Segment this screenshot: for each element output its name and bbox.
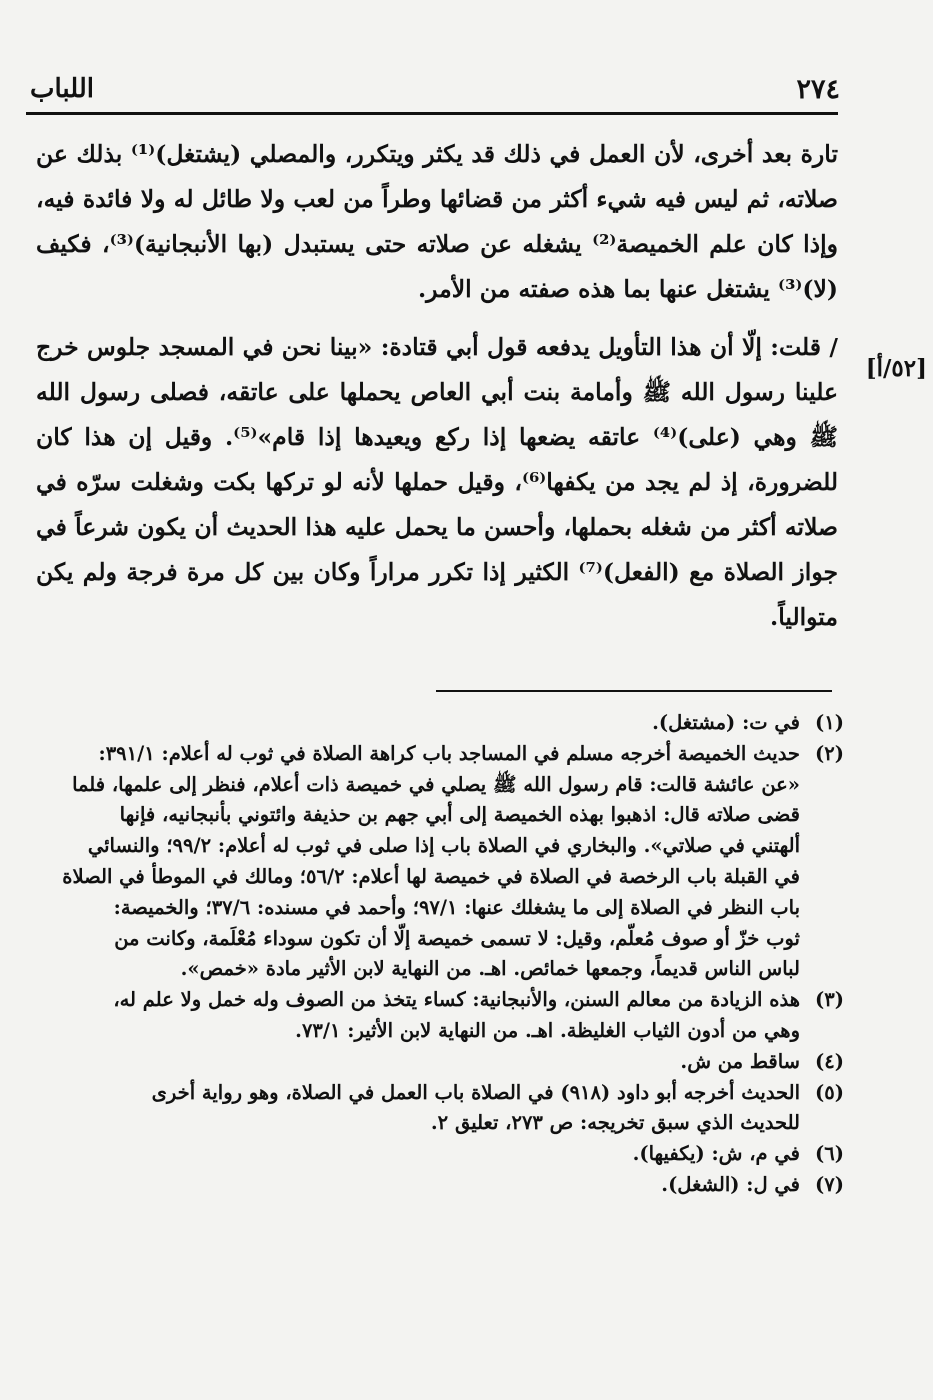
footnote-line: وهي من أدون الثياب الغليظة. اهـ. من النهاية لابن الأثير: ٧٣/١. xyxy=(295,1018,800,1042)
footnote xyxy=(36,1170,844,1201)
footnote-text xyxy=(36,1047,800,1078)
header-rule xyxy=(26,112,838,115)
footnote-number: (٢) xyxy=(815,741,844,765)
footnote-number: (٥) xyxy=(815,1080,844,1104)
footnote xyxy=(36,985,844,1047)
main-text xyxy=(36,132,838,640)
footnotes xyxy=(36,708,844,1201)
manuscript-folio-reference: [٥٢/أ] xyxy=(865,355,927,382)
footnote-number: (٦) xyxy=(815,1142,844,1166)
footnote-text xyxy=(36,1170,800,1201)
footnote-line: هذه الزيادة من معالم السنن، والأنبجانية: كساء يتخذ من الصوف وله خمل ولا علم له، xyxy=(113,988,800,1012)
footnote-number: (١) xyxy=(815,711,844,734)
footnote-line: ألهتني في صلاتي». والبخاري في الصلاة باب إذا صلى في ثوب له أعلام: ٩٩/٢؛ والنسائي xyxy=(87,834,800,858)
footnote-line: ثوب خزّ أو صوف مُعلّم، وقيل: لا تسمى خميصة إلّا أن تكون سوداء مُعْلَمة، وكانت من xyxy=(114,926,800,950)
footnote xyxy=(36,708,844,739)
footnote-number: (٤) xyxy=(815,1049,844,1073)
footnote-line: في القبلة باب الرخصة في الصلاة في خميصة لها أعلام: ٥٦/٢؛ ومالك في الموطأ في الصلاة xyxy=(62,864,800,888)
footnote xyxy=(36,1139,844,1170)
footnote-line: للحديث الذي سبق تخريجه: ص ٢٧٣، تعليق ٢. xyxy=(430,1111,800,1135)
footnote-line: لباس الناس قديماً، وجمعها خمائص. اهـ. من النهاية لابن الأثير مادة «خمص». xyxy=(180,957,800,981)
footnote-text xyxy=(36,985,800,1047)
footnote-line: في ت: (مشتغل). xyxy=(652,711,800,734)
footnote xyxy=(36,739,844,985)
page-number: ٢٧٤ xyxy=(796,74,840,105)
footnote-line: الحديث أخرجه أبو داود (٩١٨) في الصلاة باب العمل في الصلاة، وهو رواية أخرى xyxy=(151,1080,800,1104)
footnote-line: في م، ش: (يكفيها). xyxy=(632,1142,800,1166)
footnote-line: حديث الخميصة أخرجه مسلم في المساجد باب كراهة الصلاة في ثوب له أعلام: ٣٩١/١: xyxy=(98,741,800,765)
footnote-line: قضى صلاته قال: اذهبوا بهذه الخميصة إلى أبي جهم بن حذيفة وائتوني بأنبجانيه، فإنها xyxy=(119,803,800,827)
paragraph-1: تارة بعد أخرى، لأن العمل في ذلك قد يكثر ويتكرر، والمصلي (يشتغل)⁽¹⁾ بذلك عن صلاته، ثم ليس فيه شيء أكثر من قضائها وطراً من لعب ولا طائل له ولا فائدة فيه، وإذا كان علم الخميصة⁽²⁾ يشغله عن صلاته حتى يستبدل (بها الأنبجانية)⁽³⁾، فكيف (لا)⁽³⁾ يشتغل عنها بما هذه صفته من الأمر. xyxy=(36,140,838,303)
footnote-line: باب النظر في الصلاة إلى ما يشغلك عنها: ٩٧/١؛ وأحمد في مسنده: ٣٧/٦؛ والخميصة: xyxy=(113,895,800,919)
footnote-text xyxy=(36,1139,800,1170)
footnote-number: (٧) xyxy=(815,1172,844,1196)
footnote-text xyxy=(36,708,800,739)
footnote-number: (٣) xyxy=(815,988,844,1012)
running-title: اللباب xyxy=(30,74,94,104)
footnote-line: «عن عائشة قالت: قام رسول الله ﷺ يصلي في خميصة ذات أعلام، فنظر إلى علمها، فلما xyxy=(72,772,800,796)
footnote-text xyxy=(36,739,800,985)
footnote xyxy=(36,1078,844,1140)
footnote xyxy=(36,1047,844,1078)
footnote-line: ساقط من ش. xyxy=(680,1049,800,1073)
footnote-text xyxy=(36,1078,800,1140)
paragraph-2: / قلت: إلّا أن هذا التأويل يدفعه قول أبي قتادة: «بينا نحن في المسجد جلوس خرج علينا رسول الله ﷺ وأمامة بنت أبي العاص يحملها على عاتقه، فصلى رسول الله ﷺ وهي (على)⁽⁴⁾ عاتقه يضعها إذا ركع ويعيدها إذا قام»⁽⁵⁾. وقيل إن هذا كان للضرورة، إذ لم يجد من يكفها⁽⁶⁾، وقيل حملها لأنه لو تركها بكت وشغلت سرّه في صلاته أكثر من شغله بحملها، وأحسن ما يحمل عليه هذا الحديث أن يكون شرعاً في جواز الصلاة مع (الفعل)⁽⁷⁾ الكثير إذا تكرر مراراً وكان بين كل مرة فرجة ولم يكن متوالياً. xyxy=(36,333,839,631)
footnote-line: في ل: (الشغل). xyxy=(661,1172,800,1196)
page-header xyxy=(30,74,840,114)
footnote-separator xyxy=(436,690,832,692)
